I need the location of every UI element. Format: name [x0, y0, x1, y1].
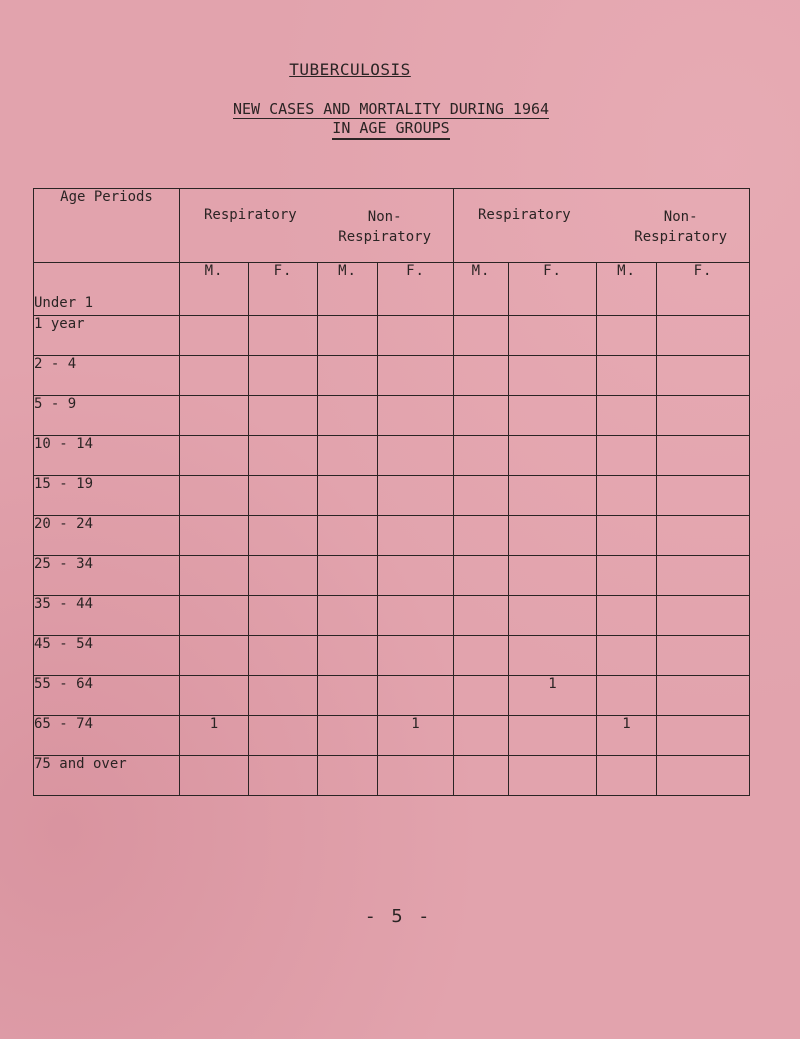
non-respiratory-line2-1: Respiratory [338, 229, 431, 245]
value-cell [509, 516, 597, 556]
value-cell [509, 356, 597, 396]
value-cell [597, 636, 657, 676]
non-respiratory-label-1 [338, 207, 431, 247]
value-cell [597, 556, 657, 596]
value-cell [657, 316, 750, 356]
value-cell [454, 636, 509, 676]
value-cell [318, 636, 378, 676]
age-period-cell: 1 year [34, 316, 180, 356]
table-row [34, 716, 750, 756]
age-periods-label: Age Periods [60, 189, 153, 205]
document-title [0, 60, 700, 79]
value-cell [378, 556, 454, 596]
value-cell [180, 636, 249, 676]
respiratory-label-1: Respiratory [204, 207, 297, 223]
non-respiratory-line1-1: Non- [367, 209, 402, 225]
value-cell [597, 476, 657, 516]
value-cell [378, 396, 454, 436]
value-cell [249, 676, 318, 716]
sex-subheader-cell: F. [657, 263, 750, 316]
table-row [34, 396, 750, 436]
value-cell [249, 756, 318, 796]
age-period-cell: 45 - 54 [34, 636, 180, 676]
age-period-cell: 5 - 9 [34, 396, 180, 436]
value-cell [249, 716, 318, 756]
value-cell [318, 596, 378, 636]
value-cell [509, 756, 597, 796]
sex-subheader-cell: M. [318, 263, 378, 316]
value-cell [657, 596, 750, 636]
age-period-cell: 75 and over [34, 756, 180, 796]
value-cell: 1 [378, 716, 454, 756]
value-cell: 1 [597, 716, 657, 756]
value-cell [180, 756, 249, 796]
value-cell [454, 436, 509, 476]
value-cell: 1 [509, 676, 597, 716]
value-cell [509, 436, 597, 476]
sex-subheader-cell: F. [378, 263, 454, 316]
value-cell: 1 [180, 716, 249, 756]
value-cell [509, 556, 597, 596]
sex-subheader-cell: F. [249, 263, 318, 316]
value-cell [378, 596, 454, 636]
value-cell [249, 396, 318, 436]
value-cell [509, 396, 597, 436]
age-period-cell: 10 - 14 [34, 436, 180, 476]
subtitle-line-1: NEW CASES AND MORTALITY DURING 1964 [232, 100, 550, 118]
value-cell [509, 636, 597, 676]
value-cell [318, 556, 378, 596]
value-cell [249, 596, 318, 636]
age-period-cell: Under 1 [34, 263, 180, 316]
table-body [34, 263, 750, 796]
value-cell [180, 396, 249, 436]
value-cell [180, 316, 249, 356]
table-row [34, 596, 750, 636]
sex-subheader-cell: M. [454, 263, 509, 316]
table-row [34, 756, 750, 796]
value-cell [597, 676, 657, 716]
table-row [34, 356, 750, 396]
value-cell [378, 516, 454, 556]
value-cell [597, 596, 657, 636]
value-cell [318, 756, 378, 796]
value-cell [180, 476, 249, 516]
value-cell [657, 356, 750, 396]
age-period-cell: 65 - 74 [34, 716, 180, 756]
table-row [34, 676, 750, 716]
age-periods-header [34, 189, 180, 263]
table-row [34, 556, 750, 596]
value-cell [454, 396, 509, 436]
value-cell [454, 356, 509, 396]
age-period-cell: 15 - 19 [34, 476, 180, 516]
value-cell [597, 436, 657, 476]
value-cell [318, 676, 378, 716]
value-cell [509, 596, 597, 636]
value-cell [454, 556, 509, 596]
document-subtitle [218, 100, 564, 140]
value-cell [657, 676, 750, 716]
value-cell [249, 516, 318, 556]
value-cell [597, 356, 657, 396]
value-cell [249, 316, 318, 356]
sex-subheader-cell: M. [180, 263, 249, 316]
value-cell [597, 756, 657, 796]
value-cell [249, 556, 318, 596]
value-cell [180, 556, 249, 596]
value-cell [318, 316, 378, 356]
value-cell [180, 356, 249, 396]
value-cell [318, 436, 378, 476]
table-row [34, 316, 750, 356]
value-cell [318, 516, 378, 556]
value-cell [454, 676, 509, 716]
value-cell [657, 476, 750, 516]
value-cell [657, 436, 750, 476]
tuberculosis-table [33, 188, 750, 796]
value-cell [249, 356, 318, 396]
value-cell [249, 636, 318, 676]
age-period-cell: 35 - 44 [34, 596, 180, 636]
value-cell [180, 516, 249, 556]
value-cell [180, 436, 249, 476]
value-cell [509, 716, 597, 756]
value-cell [318, 716, 378, 756]
value-cell [454, 516, 509, 556]
table-row [34, 516, 750, 556]
value-cell [657, 716, 750, 756]
page-number: - 5 - [367, 906, 433, 927]
value-cell [378, 476, 454, 516]
value-cell [249, 476, 318, 516]
value-cell [597, 516, 657, 556]
value-cell [318, 396, 378, 436]
subtitle-line-2: IN AGE GROUPS [332, 119, 449, 140]
value-cell [378, 316, 454, 356]
respiratory-label-2: Respiratory [478, 207, 571, 223]
sex-subheader-cell: F. [509, 263, 597, 316]
value-cell [657, 396, 750, 436]
age-period-cell: 2 - 4 [34, 356, 180, 396]
value-cell [454, 716, 509, 756]
mortality-group-header [454, 189, 750, 263]
value-cell [454, 596, 509, 636]
value-cell [180, 676, 249, 716]
value-cell [378, 756, 454, 796]
non-respiratory-label-2 [634, 207, 727, 247]
table-header-row [34, 189, 750, 263]
value-cell [454, 756, 509, 796]
value-cell [509, 476, 597, 516]
non-respiratory-line2-2: Respiratory [634, 229, 727, 245]
value-cell [378, 436, 454, 476]
age-period-cell: 55 - 64 [34, 676, 180, 716]
new-cases-group-header [180, 189, 454, 263]
value-cell [454, 316, 509, 356]
value-cell [657, 556, 750, 596]
table-row [34, 436, 750, 476]
value-cell [378, 356, 454, 396]
value-cell [657, 516, 750, 556]
age-period-cell: 20 - 24 [34, 516, 180, 556]
value-cell [597, 396, 657, 436]
table-row [34, 636, 750, 676]
value-cell [249, 436, 318, 476]
value-cell [509, 316, 597, 356]
value-cell [378, 676, 454, 716]
value-cell [318, 356, 378, 396]
value-cell [657, 756, 750, 796]
value-cell [597, 316, 657, 356]
non-respiratory-line1-2: Non- [663, 209, 698, 225]
table-row [34, 263, 750, 316]
value-cell [378, 636, 454, 676]
title-text: TUBERCULOSIS [289, 60, 411, 79]
age-period-cell: 25 - 34 [34, 556, 180, 596]
table-row [34, 476, 750, 516]
value-cell [454, 476, 509, 516]
sex-subheader-cell: M. [597, 263, 657, 316]
value-cell [318, 476, 378, 516]
value-cell [180, 596, 249, 636]
value-cell [657, 636, 750, 676]
